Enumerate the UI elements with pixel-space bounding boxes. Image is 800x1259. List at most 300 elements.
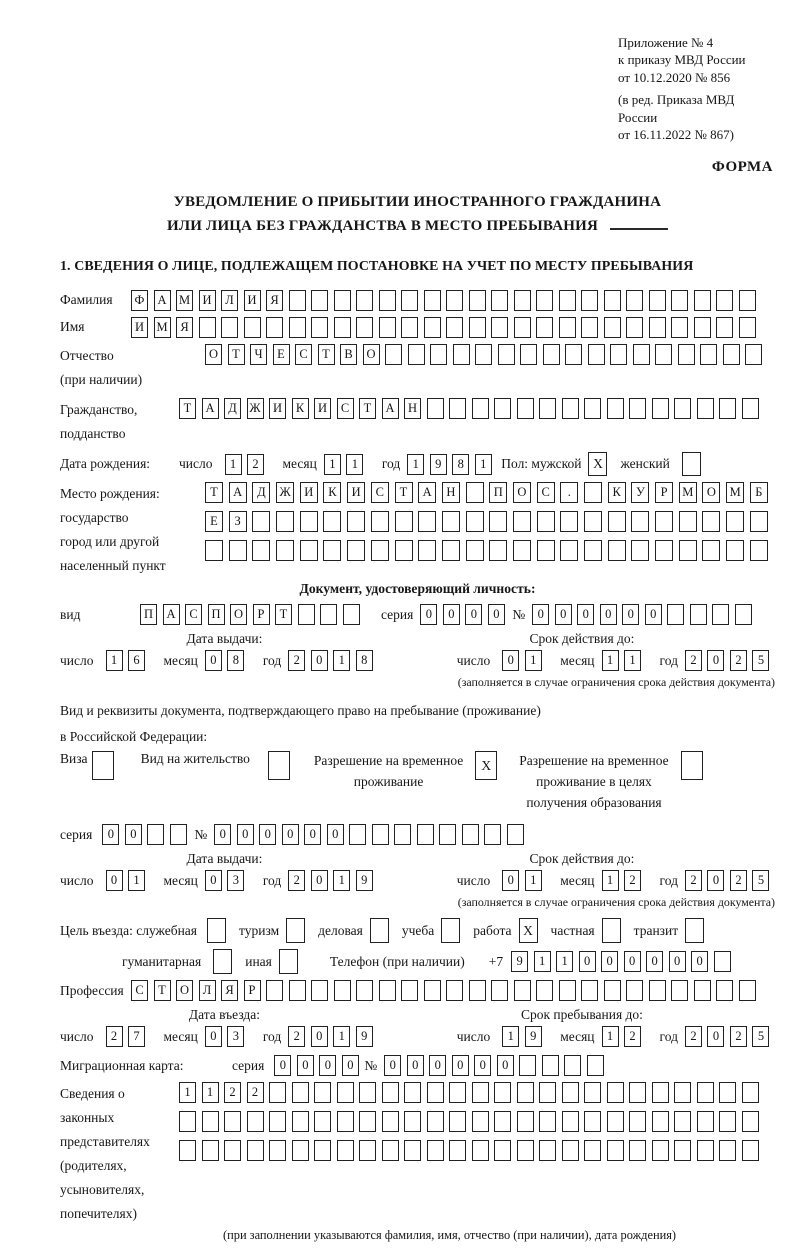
sex-male-checkbox[interactable]: X	[588, 452, 607, 476]
char-cell[interactable]: 5	[752, 870, 769, 891]
purpose-other-checkbox[interactable]	[279, 949, 298, 974]
char-cell[interactable]	[565, 344, 582, 365]
char-cell[interactable]	[462, 824, 479, 845]
char-cell[interactable]: 0	[102, 824, 119, 845]
char-cell[interactable]	[514, 317, 531, 338]
char-cell[interactable]	[652, 398, 669, 419]
char-cell[interactable]	[489, 540, 507, 561]
char-cell[interactable]	[584, 1140, 601, 1161]
char-cell[interactable]: Ж	[247, 398, 264, 419]
char-cell[interactable]	[702, 511, 720, 532]
char-cell[interactable]: И	[347, 482, 365, 503]
char-cell[interactable]: 0	[622, 604, 639, 625]
char-cell[interactable]: Т	[275, 604, 292, 625]
char-cell[interactable]	[424, 980, 441, 1001]
char-cell[interactable]	[466, 511, 484, 532]
char-cell[interactable]: Т	[318, 344, 335, 365]
char-cell[interactable]: 0	[297, 1055, 314, 1076]
char-cell[interactable]	[289, 290, 306, 311]
char-cell[interactable]: 0	[452, 1055, 469, 1076]
char-cell[interactable]: 2	[247, 1082, 264, 1103]
char-cell[interactable]	[714, 951, 731, 972]
char-cell[interactable]	[584, 1111, 601, 1132]
char-cell[interactable]	[739, 290, 756, 311]
char-cell[interactable]: И	[244, 290, 261, 311]
char-cell[interactable]: 1	[202, 1082, 219, 1103]
char-cell[interactable]	[356, 290, 373, 311]
char-cell[interactable]	[311, 317, 328, 338]
char-cell[interactable]	[697, 398, 714, 419]
char-cell[interactable]: 0	[691, 951, 708, 972]
char-cell[interactable]: 0	[669, 951, 686, 972]
char-cell[interactable]	[449, 1140, 466, 1161]
char-cell[interactable]: Т	[179, 398, 196, 419]
char-cell[interactable]: 1	[602, 650, 619, 671]
char-cell[interactable]	[649, 980, 666, 1001]
char-cell[interactable]: 0	[600, 604, 617, 625]
char-cell[interactable]: 2	[288, 870, 305, 891]
char-cell[interactable]: 0	[259, 824, 276, 845]
char-cell[interactable]: Р	[655, 482, 673, 503]
char-cell[interactable]	[404, 1140, 421, 1161]
char-cell[interactable]	[202, 1140, 219, 1161]
char-cell[interactable]	[649, 317, 666, 338]
char-cell[interactable]: Е	[205, 511, 223, 532]
char-cell[interactable]: 0	[407, 1055, 424, 1076]
char-cell[interactable]	[584, 1082, 601, 1103]
char-cell[interactable]	[536, 980, 553, 1001]
char-cell[interactable]	[679, 511, 697, 532]
char-cell[interactable]	[560, 511, 578, 532]
char-cell[interactable]	[539, 1111, 556, 1132]
char-cell[interactable]	[179, 1111, 196, 1132]
char-cell[interactable]	[539, 1140, 556, 1161]
char-cell[interactable]	[466, 482, 484, 503]
char-cell[interactable]	[607, 398, 624, 419]
char-cell[interactable]	[674, 1111, 691, 1132]
char-cell[interactable]	[536, 317, 553, 338]
char-cell[interactable]: 0	[311, 650, 328, 671]
char-cell[interactable]	[334, 317, 351, 338]
char-cell[interactable]	[491, 317, 508, 338]
char-cell[interactable]: 8	[227, 650, 244, 671]
char-cell[interactable]: 0	[237, 824, 254, 845]
char-cell[interactable]	[655, 540, 673, 561]
char-cell[interactable]	[604, 980, 621, 1001]
char-cell[interactable]	[539, 398, 556, 419]
char-cell[interactable]	[581, 980, 598, 1001]
char-cell[interactable]	[564, 1055, 581, 1076]
char-cell[interactable]	[311, 980, 328, 1001]
char-cell[interactable]: 0	[474, 1055, 491, 1076]
char-cell[interactable]	[379, 290, 396, 311]
char-cell[interactable]: И	[269, 398, 286, 419]
char-cell[interactable]: 0	[384, 1055, 401, 1076]
char-cell[interactable]	[537, 511, 555, 532]
char-cell[interactable]	[252, 511, 270, 532]
char-cell[interactable]	[494, 1111, 511, 1132]
char-cell[interactable]	[513, 540, 531, 561]
char-cell[interactable]	[671, 980, 688, 1001]
char-cell[interactable]: 0	[429, 1055, 446, 1076]
char-cell[interactable]: 8	[356, 650, 373, 671]
char-cell[interactable]	[514, 980, 531, 1001]
residence-permit-checkbox[interactable]	[268, 751, 290, 780]
char-cell[interactable]	[394, 824, 411, 845]
char-cell[interactable]	[667, 604, 684, 625]
char-cell[interactable]	[252, 540, 270, 561]
char-cell[interactable]	[652, 1140, 669, 1161]
char-cell[interactable]	[469, 317, 486, 338]
char-cell[interactable]: 0	[125, 824, 142, 845]
char-cell[interactable]	[750, 540, 768, 561]
char-cell[interactable]	[408, 344, 425, 365]
char-cell[interactable]	[382, 1140, 399, 1161]
char-cell[interactable]: 2	[730, 870, 747, 891]
char-cell[interactable]	[372, 824, 389, 845]
char-cell[interactable]: 1	[624, 650, 641, 671]
char-cell[interactable]: 2	[624, 1026, 641, 1047]
char-cell[interactable]: А	[163, 604, 180, 625]
char-cell[interactable]	[343, 604, 360, 625]
char-cell[interactable]	[359, 1111, 376, 1132]
char-cell[interactable]: 6	[128, 650, 145, 671]
char-cell[interactable]	[147, 824, 164, 845]
char-cell[interactable]: 1	[534, 951, 551, 972]
char-cell[interactable]: 2	[685, 1026, 702, 1047]
char-cell[interactable]	[430, 344, 447, 365]
char-cell[interactable]: 1	[225, 454, 242, 475]
char-cell[interactable]	[694, 290, 711, 311]
char-cell[interactable]	[276, 540, 294, 561]
char-cell[interactable]	[229, 540, 247, 561]
sex-female-checkbox[interactable]	[682, 452, 701, 476]
char-cell[interactable]	[289, 980, 306, 1001]
char-cell[interactable]	[629, 1111, 646, 1132]
char-cell[interactable]	[584, 398, 601, 419]
char-cell[interactable]	[472, 1140, 489, 1161]
char-cell[interactable]	[604, 317, 621, 338]
char-cell[interactable]	[604, 290, 621, 311]
char-cell[interactable]	[292, 1140, 309, 1161]
char-cell[interactable]: И	[300, 482, 318, 503]
char-cell[interactable]: 2	[730, 650, 747, 671]
char-cell[interactable]: 2	[685, 870, 702, 891]
char-cell[interactable]	[562, 1082, 579, 1103]
char-cell[interactable]	[607, 1111, 624, 1132]
char-cell[interactable]: У	[631, 482, 649, 503]
char-cell[interactable]	[739, 980, 756, 1001]
char-cell[interactable]: 0	[646, 951, 663, 972]
char-cell[interactable]	[507, 824, 524, 845]
char-cell[interactable]	[520, 344, 537, 365]
char-cell[interactable]: Б	[750, 482, 768, 503]
char-cell[interactable]	[427, 1140, 444, 1161]
char-cell[interactable]	[417, 824, 434, 845]
char-cell[interactable]: 2	[247, 454, 264, 475]
char-cell[interactable]	[519, 1055, 536, 1076]
char-cell[interactable]	[581, 317, 598, 338]
char-cell[interactable]: 0	[106, 870, 123, 891]
char-cell[interactable]: А	[229, 482, 247, 503]
char-cell[interactable]: 1	[525, 650, 542, 671]
char-cell[interactable]: К	[323, 482, 341, 503]
char-cell[interactable]	[356, 317, 373, 338]
char-cell[interactable]: О	[363, 344, 380, 365]
char-cell[interactable]	[700, 344, 717, 365]
char-cell[interactable]	[607, 1140, 624, 1161]
purpose-work-checkbox[interactable]: X	[519, 918, 538, 943]
char-cell[interactable]: 2	[685, 650, 702, 671]
purpose-private-checkbox[interactable]	[602, 918, 621, 943]
char-cell[interactable]	[401, 980, 418, 1001]
char-cell[interactable]	[742, 398, 759, 419]
char-cell[interactable]: А	[382, 398, 399, 419]
char-cell[interactable]: 0	[327, 824, 344, 845]
char-cell[interactable]	[739, 317, 756, 338]
char-cell[interactable]	[716, 980, 733, 1001]
char-cell[interactable]: М	[154, 317, 171, 338]
char-cell[interactable]	[337, 1140, 354, 1161]
char-cell[interactable]: О	[176, 980, 193, 1001]
char-cell[interactable]	[719, 1111, 736, 1132]
char-cell[interactable]	[446, 290, 463, 311]
char-cell[interactable]: 0	[645, 604, 662, 625]
char-cell[interactable]: 0	[532, 604, 549, 625]
char-cell[interactable]: Ч	[250, 344, 267, 365]
char-cell[interactable]	[300, 540, 318, 561]
char-cell[interactable]	[442, 540, 460, 561]
char-cell[interactable]: Н	[442, 482, 460, 503]
char-cell[interactable]	[678, 344, 695, 365]
char-cell[interactable]: К	[608, 482, 626, 503]
char-cell[interactable]: 0	[502, 870, 519, 891]
char-cell[interactable]	[694, 317, 711, 338]
char-cell[interactable]	[314, 1140, 331, 1161]
char-cell[interactable]	[536, 290, 553, 311]
char-cell[interactable]: Л	[221, 290, 238, 311]
char-cell[interactable]	[631, 511, 649, 532]
char-cell[interactable]: 0	[214, 824, 231, 845]
char-cell[interactable]	[371, 540, 389, 561]
char-cell[interactable]	[266, 317, 283, 338]
char-cell[interactable]	[199, 317, 216, 338]
char-cell[interactable]	[221, 317, 238, 338]
char-cell[interactable]	[449, 1082, 466, 1103]
char-cell[interactable]: 1	[333, 650, 350, 671]
char-cell[interactable]	[607, 1082, 624, 1103]
char-cell[interactable]	[453, 344, 470, 365]
char-cell[interactable]	[269, 1111, 286, 1132]
char-cell[interactable]: 0	[497, 1055, 514, 1076]
char-cell[interactable]: Т	[228, 344, 245, 365]
char-cell[interactable]: 0	[311, 870, 328, 891]
char-cell[interactable]: 0	[342, 1055, 359, 1076]
char-cell[interactable]: Н	[404, 398, 421, 419]
char-cell[interactable]	[427, 398, 444, 419]
char-cell[interactable]: О	[702, 482, 720, 503]
char-cell[interactable]	[202, 1111, 219, 1132]
char-cell[interactable]	[418, 511, 436, 532]
char-cell[interactable]: 1	[602, 1026, 619, 1047]
char-cell[interactable]	[334, 980, 351, 1001]
char-cell[interactable]: 9	[430, 454, 447, 475]
char-cell[interactable]	[475, 344, 492, 365]
char-cell[interactable]	[379, 980, 396, 1001]
char-cell[interactable]	[726, 540, 744, 561]
char-cell[interactable]: 8	[452, 454, 469, 475]
char-cell[interactable]: 2	[224, 1082, 241, 1103]
char-cell[interactable]	[652, 1082, 669, 1103]
char-cell[interactable]	[631, 540, 649, 561]
char-cell[interactable]	[314, 1082, 331, 1103]
char-cell[interactable]	[679, 540, 697, 561]
char-cell[interactable]: 0	[443, 604, 460, 625]
char-cell[interactable]	[292, 1111, 309, 1132]
purpose-transit-checkbox[interactable]	[685, 918, 704, 943]
char-cell[interactable]	[266, 980, 283, 1001]
char-cell[interactable]	[726, 511, 744, 532]
char-cell[interactable]: 1	[502, 1026, 519, 1047]
char-cell[interactable]: К	[292, 398, 309, 419]
char-cell[interactable]	[224, 1140, 241, 1161]
visa-checkbox[interactable]	[92, 751, 114, 780]
char-cell[interactable]: 1	[407, 454, 424, 475]
char-cell[interactable]	[716, 290, 733, 311]
char-cell[interactable]: 1	[333, 870, 350, 891]
char-cell[interactable]	[610, 344, 627, 365]
char-cell[interactable]	[517, 1082, 534, 1103]
char-cell[interactable]: 0	[205, 650, 222, 671]
char-cell[interactable]	[539, 1082, 556, 1103]
temp-residence-edu-checkbox[interactable]	[681, 751, 703, 780]
char-cell[interactable]	[404, 1082, 421, 1103]
char-cell[interactable]	[320, 604, 337, 625]
char-cell[interactable]	[559, 317, 576, 338]
char-cell[interactable]	[224, 1111, 241, 1132]
char-cell[interactable]: 3	[227, 870, 244, 891]
char-cell[interactable]	[269, 1140, 286, 1161]
char-cell[interactable]: Я	[266, 290, 283, 311]
char-cell[interactable]	[395, 511, 413, 532]
char-cell[interactable]	[494, 398, 511, 419]
temp-residence-checkbox[interactable]: X	[475, 751, 497, 780]
char-cell[interactable]: 2	[624, 870, 641, 891]
char-cell[interactable]	[514, 290, 531, 311]
char-cell[interactable]	[469, 980, 486, 1001]
char-cell[interactable]	[537, 540, 555, 561]
char-cell[interactable]	[608, 540, 626, 561]
char-cell[interactable]: А	[154, 290, 171, 311]
char-cell[interactable]	[334, 290, 351, 311]
char-cell[interactable]: Ф	[131, 290, 148, 311]
char-cell[interactable]	[629, 398, 646, 419]
char-cell[interactable]: П	[140, 604, 157, 625]
char-cell[interactable]: З	[229, 511, 247, 532]
char-cell[interactable]: С	[185, 604, 202, 625]
char-cell[interactable]	[205, 540, 223, 561]
char-cell[interactable]	[652, 1111, 669, 1132]
char-cell[interactable]	[513, 511, 531, 532]
char-cell[interactable]	[349, 824, 366, 845]
char-cell[interactable]	[379, 317, 396, 338]
char-cell[interactable]	[371, 511, 389, 532]
char-cell[interactable]: М	[726, 482, 744, 503]
purpose-tourism-checkbox[interactable]	[286, 918, 305, 943]
char-cell[interactable]	[559, 980, 576, 1001]
char-cell[interactable]: 9	[356, 1026, 373, 1047]
char-cell[interactable]: 2	[288, 650, 305, 671]
char-cell[interactable]	[337, 1082, 354, 1103]
char-cell[interactable]	[347, 511, 365, 532]
char-cell[interactable]	[311, 290, 328, 311]
char-cell[interactable]	[424, 317, 441, 338]
char-cell[interactable]	[418, 540, 436, 561]
char-cell[interactable]: 1	[106, 650, 123, 671]
purpose-study-checkbox[interactable]	[441, 918, 460, 943]
char-cell[interactable]	[323, 511, 341, 532]
char-cell[interactable]	[446, 317, 463, 338]
char-cell[interactable]	[608, 511, 626, 532]
char-cell[interactable]	[427, 1111, 444, 1132]
char-cell[interactable]	[671, 317, 688, 338]
char-cell[interactable]	[745, 344, 762, 365]
char-cell[interactable]: 7	[128, 1026, 145, 1047]
char-cell[interactable]	[629, 1082, 646, 1103]
char-cell[interactable]	[719, 1140, 736, 1161]
char-cell[interactable]: Л	[199, 980, 216, 1001]
char-cell[interactable]	[359, 1082, 376, 1103]
char-cell[interactable]: Д	[224, 398, 241, 419]
char-cell[interactable]	[655, 344, 672, 365]
char-cell[interactable]	[494, 1082, 511, 1103]
char-cell[interactable]: 9	[511, 951, 528, 972]
char-cell[interactable]	[347, 540, 365, 561]
char-cell[interactable]	[449, 398, 466, 419]
char-cell[interactable]	[472, 398, 489, 419]
char-cell[interactable]	[742, 1140, 759, 1161]
char-cell[interactable]: Р	[244, 980, 261, 1001]
char-cell[interactable]: 1	[128, 870, 145, 891]
char-cell[interactable]	[298, 604, 315, 625]
char-cell[interactable]	[442, 511, 460, 532]
char-cell[interactable]: 1	[602, 870, 619, 891]
char-cell[interactable]: 0	[304, 824, 321, 845]
char-cell[interactable]: 0	[707, 650, 724, 671]
char-cell[interactable]: .	[560, 482, 578, 503]
char-cell[interactable]	[584, 482, 602, 503]
char-cell[interactable]	[244, 317, 261, 338]
char-cell[interactable]: Т	[359, 398, 376, 419]
char-cell[interactable]	[581, 290, 598, 311]
char-cell[interactable]	[697, 1082, 714, 1103]
char-cell[interactable]	[584, 511, 602, 532]
char-cell[interactable]	[446, 980, 463, 1001]
char-cell[interactable]: 0	[205, 870, 222, 891]
char-cell[interactable]	[562, 398, 579, 419]
char-cell[interactable]	[742, 1082, 759, 1103]
char-cell[interactable]	[587, 1055, 604, 1076]
char-cell[interactable]	[469, 290, 486, 311]
char-cell[interactable]	[716, 317, 733, 338]
char-cell[interactable]: 0	[488, 604, 505, 625]
char-cell[interactable]: А	[418, 482, 436, 503]
char-cell[interactable]: 0	[707, 870, 724, 891]
char-cell[interactable]: 1	[475, 454, 492, 475]
char-cell[interactable]: О	[513, 482, 531, 503]
char-cell[interactable]: 0	[502, 650, 519, 671]
char-cell[interactable]	[719, 398, 736, 419]
